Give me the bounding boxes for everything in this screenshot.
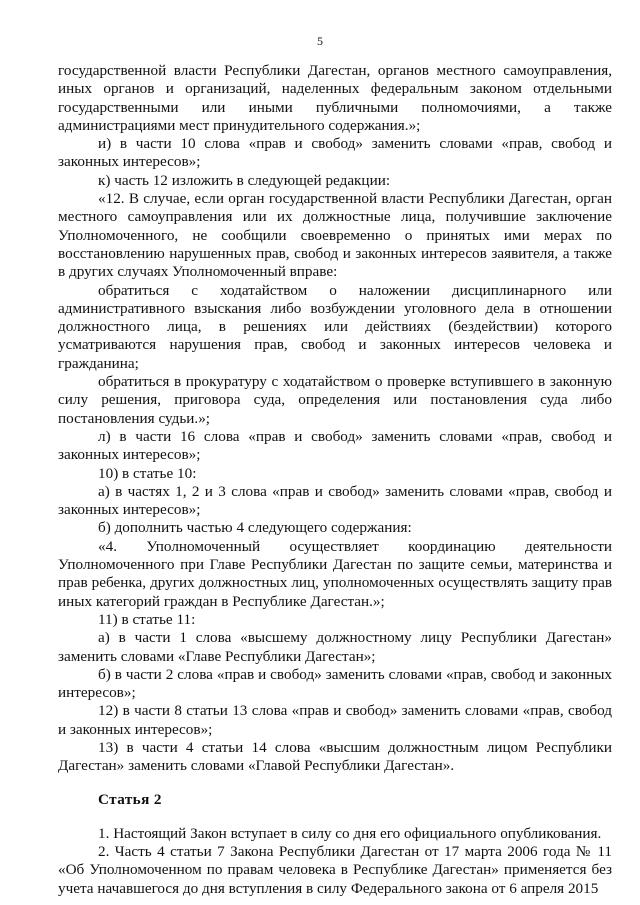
article-heading: Статья 2 (98, 790, 162, 808)
document-body (58, 62, 612, 898)
paragraph: 10) в статье 10: (98, 464, 197, 482)
paragraph: 13) в части 4 статьи 14 слова «высшим должностным лицом Республики Дагестан» заменить словами «Главой Республики Дагестан». (58, 738, 612, 775)
paragraph: л) в части 16 слова «прав и свобод» заменить словами «прав, свобод и законных интересов»; (58, 427, 612, 464)
paragraph: б) в части 2 слова «прав и свобод» заменить словами «прав, свобод и законных интересов»; (58, 665, 612, 702)
paragraph: б) дополнить частью 4 следующего содержания: (98, 519, 412, 537)
paragraph: обратиться в прокуратуру с ходатайством о проверке вступившего в законную силу решения, приговора суда, определения или постановления суда либо постановления судьи.»; (58, 373, 612, 427)
paragraph: «4. Уполномоченный осуществляет координацию деятельности Уполномоченного при Главе Республики Дагестан по защите семьи, материнства и прав ребенка, других должностных лиц, уполномоченных осуществлять защиту прав иных категорий граждан в Республике Дагестан.»; (58, 537, 612, 610)
paragraph: обратиться с ходатайством о наложении дисциплинарного или административного взыскания либо возбуждении уголовного дела в отношении должностного лица, в решениях или действиях (бездействии) которого усматриваются нарушения прав, свобод и законных интересов человека и гражданина; (58, 281, 612, 372)
paragraph: к) часть 12 изложить в следующей редакции: (98, 171, 391, 189)
paragraph: а) в частях 1, 2 и 3 слова «прав и свобод» заменить словами «прав, свобод и законных интересов»; (58, 482, 612, 519)
paragraph: 1. Настоящий Закон вступает в силу со дня его официального опубликования. (98, 824, 602, 842)
paragraph: 2. Часть 4 статьи 7 Закона Республики Дагестан от 17 марта 2006 года № 11 «Об Уполномоченном по правам человека в Республике Дагестан» применяется без учета начавшегося до дня вступления в силу Федерального закона от 6 апреля 2015 (58, 843, 612, 897)
paragraph: «12. В случае, если орган государственной власти Республики Дагестан, орган местного самоуправления или их должностные лица, получившие заключение Уполномоченного, не сообщили своевременно о принятых ими мерах по восстановлению нарушенных прав, свобод и законных интересов заявителя, а также в других случаях Уполномоченный вправе: (58, 190, 612, 281)
paragraph: государственной власти Республики Дагестан, органов местного самоуправления, иных органов и организаций, наделенных федеральным законом отдельными государственными или иными публичными полномочиями, а также администрациями мест принудительного содержания.»; (58, 62, 612, 134)
article-2-text (58, 825, 612, 898)
amendments-list (58, 62, 612, 776)
paragraph: 11) в статье 11: (98, 610, 196, 628)
paragraph: и) в части 10 слова «прав и свобод» заменить словами «прав, свобод и законных интересов»; (58, 135, 612, 171)
paragraph: 12) в части 8 статьи 13 слова «прав и свобод» заменить словами «прав, свобод и законных интересов»; (58, 702, 612, 738)
page-number: 5 (317, 34, 323, 48)
paragraph: а) в части 1 слова «высшему должностному лицу Республики Дагестан» заменить словами «Главе Республики Дагестан»; (58, 629, 612, 665)
